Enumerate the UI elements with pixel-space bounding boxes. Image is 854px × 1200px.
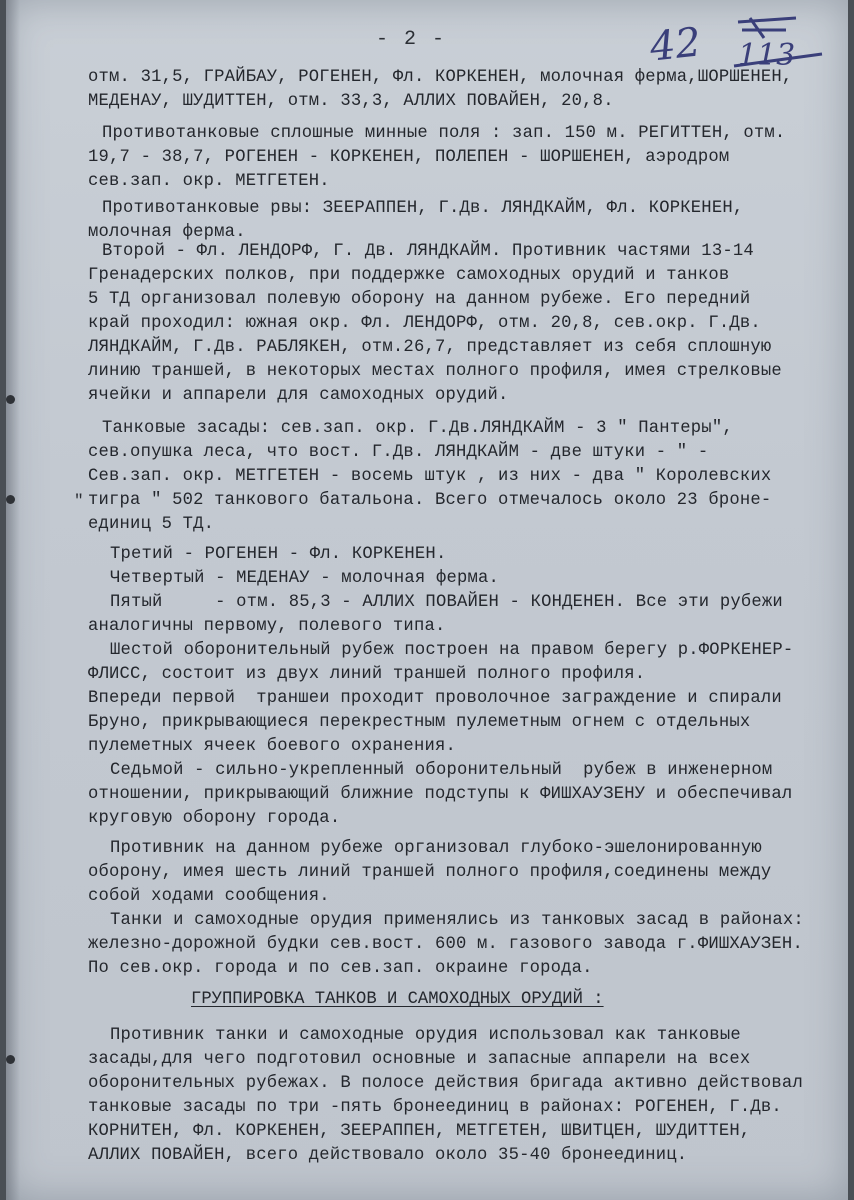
text-line: Пятый - отм. 85,3 - АЛЛИХ ПОВАЙЕН - КОНДЕНЕН. Все эти рубежи: [110, 593, 783, 612]
text-line: 19,7 - 38,7, РОГЕНЕН - КОРКЕНЕН, ПОЛЕПЕН - ШОРШЕНЕН, аэродром: [88, 148, 730, 167]
text-line: круговую оборону города.: [88, 809, 341, 828]
text-line: Впереди первой траншеи проходит проволочное заграждение и спирали: [88, 689, 782, 708]
text-line: Бруно, прикрывающиеся перекрестным пулеметным огнем с отдельных: [88, 713, 751, 732]
text-line: ФЛИСС, состоит из двух линий траншей полного профиля.: [88, 665, 646, 684]
text-line: Гренадерских полков, при поддержке самоходных орудий и танков: [88, 266, 730, 285]
archive-number: 42: [647, 19, 704, 71]
binding-hole: [6, 1055, 15, 1064]
text-line: сев.зап. окр. МЕТГЕТЕН.: [88, 172, 330, 191]
text-line: отношении, прикрывающий ближние подступы к ФИШХАУЗЕНУ и обеспечивал: [88, 785, 793, 804]
binding-hole: [6, 395, 15, 404]
text-line: По сев.окр. города и по сев.зап. окраине города.: [88, 959, 593, 978]
section-heading: ГРУППИРОВКА ТАНКОВ И САМОХОДНЫХ ОРУДИЙ :: [191, 990, 604, 1009]
text-line: аналогичны первому, полевого типа.: [88, 617, 446, 636]
text-line: АЛЛИХ ПОВАЙЕН, всего действовало около 35-40 бронеединиц.: [88, 1146, 688, 1165]
text-line: Противотанковые рвы: ЗЕЕРАППЕН, Г.Дв. ЛЯНДКАЙМ, Фл. КОРКЕНЕН,: [102, 199, 744, 218]
text-line: оборонительных рубежах. В полосе действия бригада активно действовал: [88, 1074, 803, 1093]
text-line: ячейки и аппарели для самоходных орудий.: [88, 386, 509, 405]
margin-quote-mark: ": [74, 492, 84, 510]
text-line: Четвертый - МЕДЕНАУ - молочная ферма.: [110, 569, 500, 588]
text-line: Седьмой - сильно-укрепленный оборонительный рубеж в инженерном: [110, 761, 773, 780]
text-line: отм. 31,5, ГРАЙБАУ, РОГЕНЕН, Фл. КОРКЕНЕН, молочная ферма,ШОРШЕНЕН,: [88, 68, 793, 87]
text-line: Противотанковые сплошные минные поля : зап. 150 м. РЕГИТТЕН, отм.: [102, 124, 786, 143]
text-line: единиц 5 ТД.: [88, 515, 215, 534]
page-shadow-edge: [6, 0, 20, 1200]
text-line: КОРНИТЕН, Фл. КОРКЕНЕН, ЗЕЕРАППЕН, МЕТГЕТЕН, ШВИТЦЕН, ШУДИТТЕН,: [88, 1122, 751, 1141]
text-line: собой ходами сообщения.: [88, 887, 330, 906]
text-line: Противник на данном рубеже организовал глубоко-эшелонированную: [110, 839, 762, 858]
text-line: МЕДЕНАУ, ШУДИТТЕН, отм. 33,3, АЛЛИХ ПОВАЙЕН, 20,8.: [88, 92, 614, 111]
text-line: ЛЯНДКАЙМ, Г.Дв. РАБЛЯКЕН, отм.26,7, представляет из себя сплошную: [88, 338, 772, 357]
text-line: оборону, имея шесть линий траншей полного профиля,соединены между: [88, 863, 772, 882]
text-line: засады,для чего подготовил основные и запасные аппарели на всех: [88, 1050, 751, 1069]
text-line: 5 ТД организовал полевую оборону на данном рубеже. Его передний: [88, 290, 751, 309]
text-line: край проходил: южная окр. Фл. ЛЕНДОРФ, отм. 20,8, сев.окр. Г.Дв.: [88, 314, 761, 333]
text-line: железно-дорожной будки сев.вост. 600 м. газового завода г.ФИШХАУЗЕН.: [88, 935, 803, 954]
text-line: танковые засады по три -пять бронеединиц в районах: РОГЕНЕН, Г.Дв.: [88, 1098, 782, 1117]
text-line: пулеметных ячеек боевого охранения.: [88, 737, 456, 756]
text-line: Второй - Фл. ЛЕНДОРФ, Г. Дв. ЛЯНДКАЙМ. Противник частями 13-14: [102, 242, 754, 261]
text-line: Танки и самоходные орудия применялись из танковых засад в районах:: [110, 911, 804, 930]
text-line: Шестой оборонительный рубеж построен на правом берегу р.ФОРКЕНЕР-: [110, 641, 794, 660]
text-line: сев.опушка леса, что вост. Г.Дв. ЛЯНДКАЙМ - две штуки - " -: [88, 443, 709, 462]
text-line: Противник танки и самоходные орудия использовал как танковые: [110, 1026, 741, 1045]
document-page: [6, 0, 848, 1200]
text-line: молочная ферма.: [88, 223, 246, 242]
text-line: тигра " 502 танкового батальона. Всего отмечалось около 23 броне-: [88, 491, 772, 510]
text-line: линию траншей, в некоторых местах полного профиля, имея стрелковые: [88, 362, 782, 381]
binding-hole: [6, 495, 15, 504]
text-line: Третий - РОГЕНЕН - Фл. КОРКЕНЕН.: [110, 545, 447, 564]
archive-sheet-number: 113: [738, 38, 796, 73]
page-number: - 2 -: [376, 28, 447, 51]
text-line: Сев.зап. окр. МЕТГЕТЕН - восемь штук , из них - два " Королевских: [88, 467, 772, 486]
text-line: Танковые засады: сев.зап. окр. Г.Дв.ЛЯНДКАЙМ - 3 " Пантеры",: [102, 419, 733, 438]
